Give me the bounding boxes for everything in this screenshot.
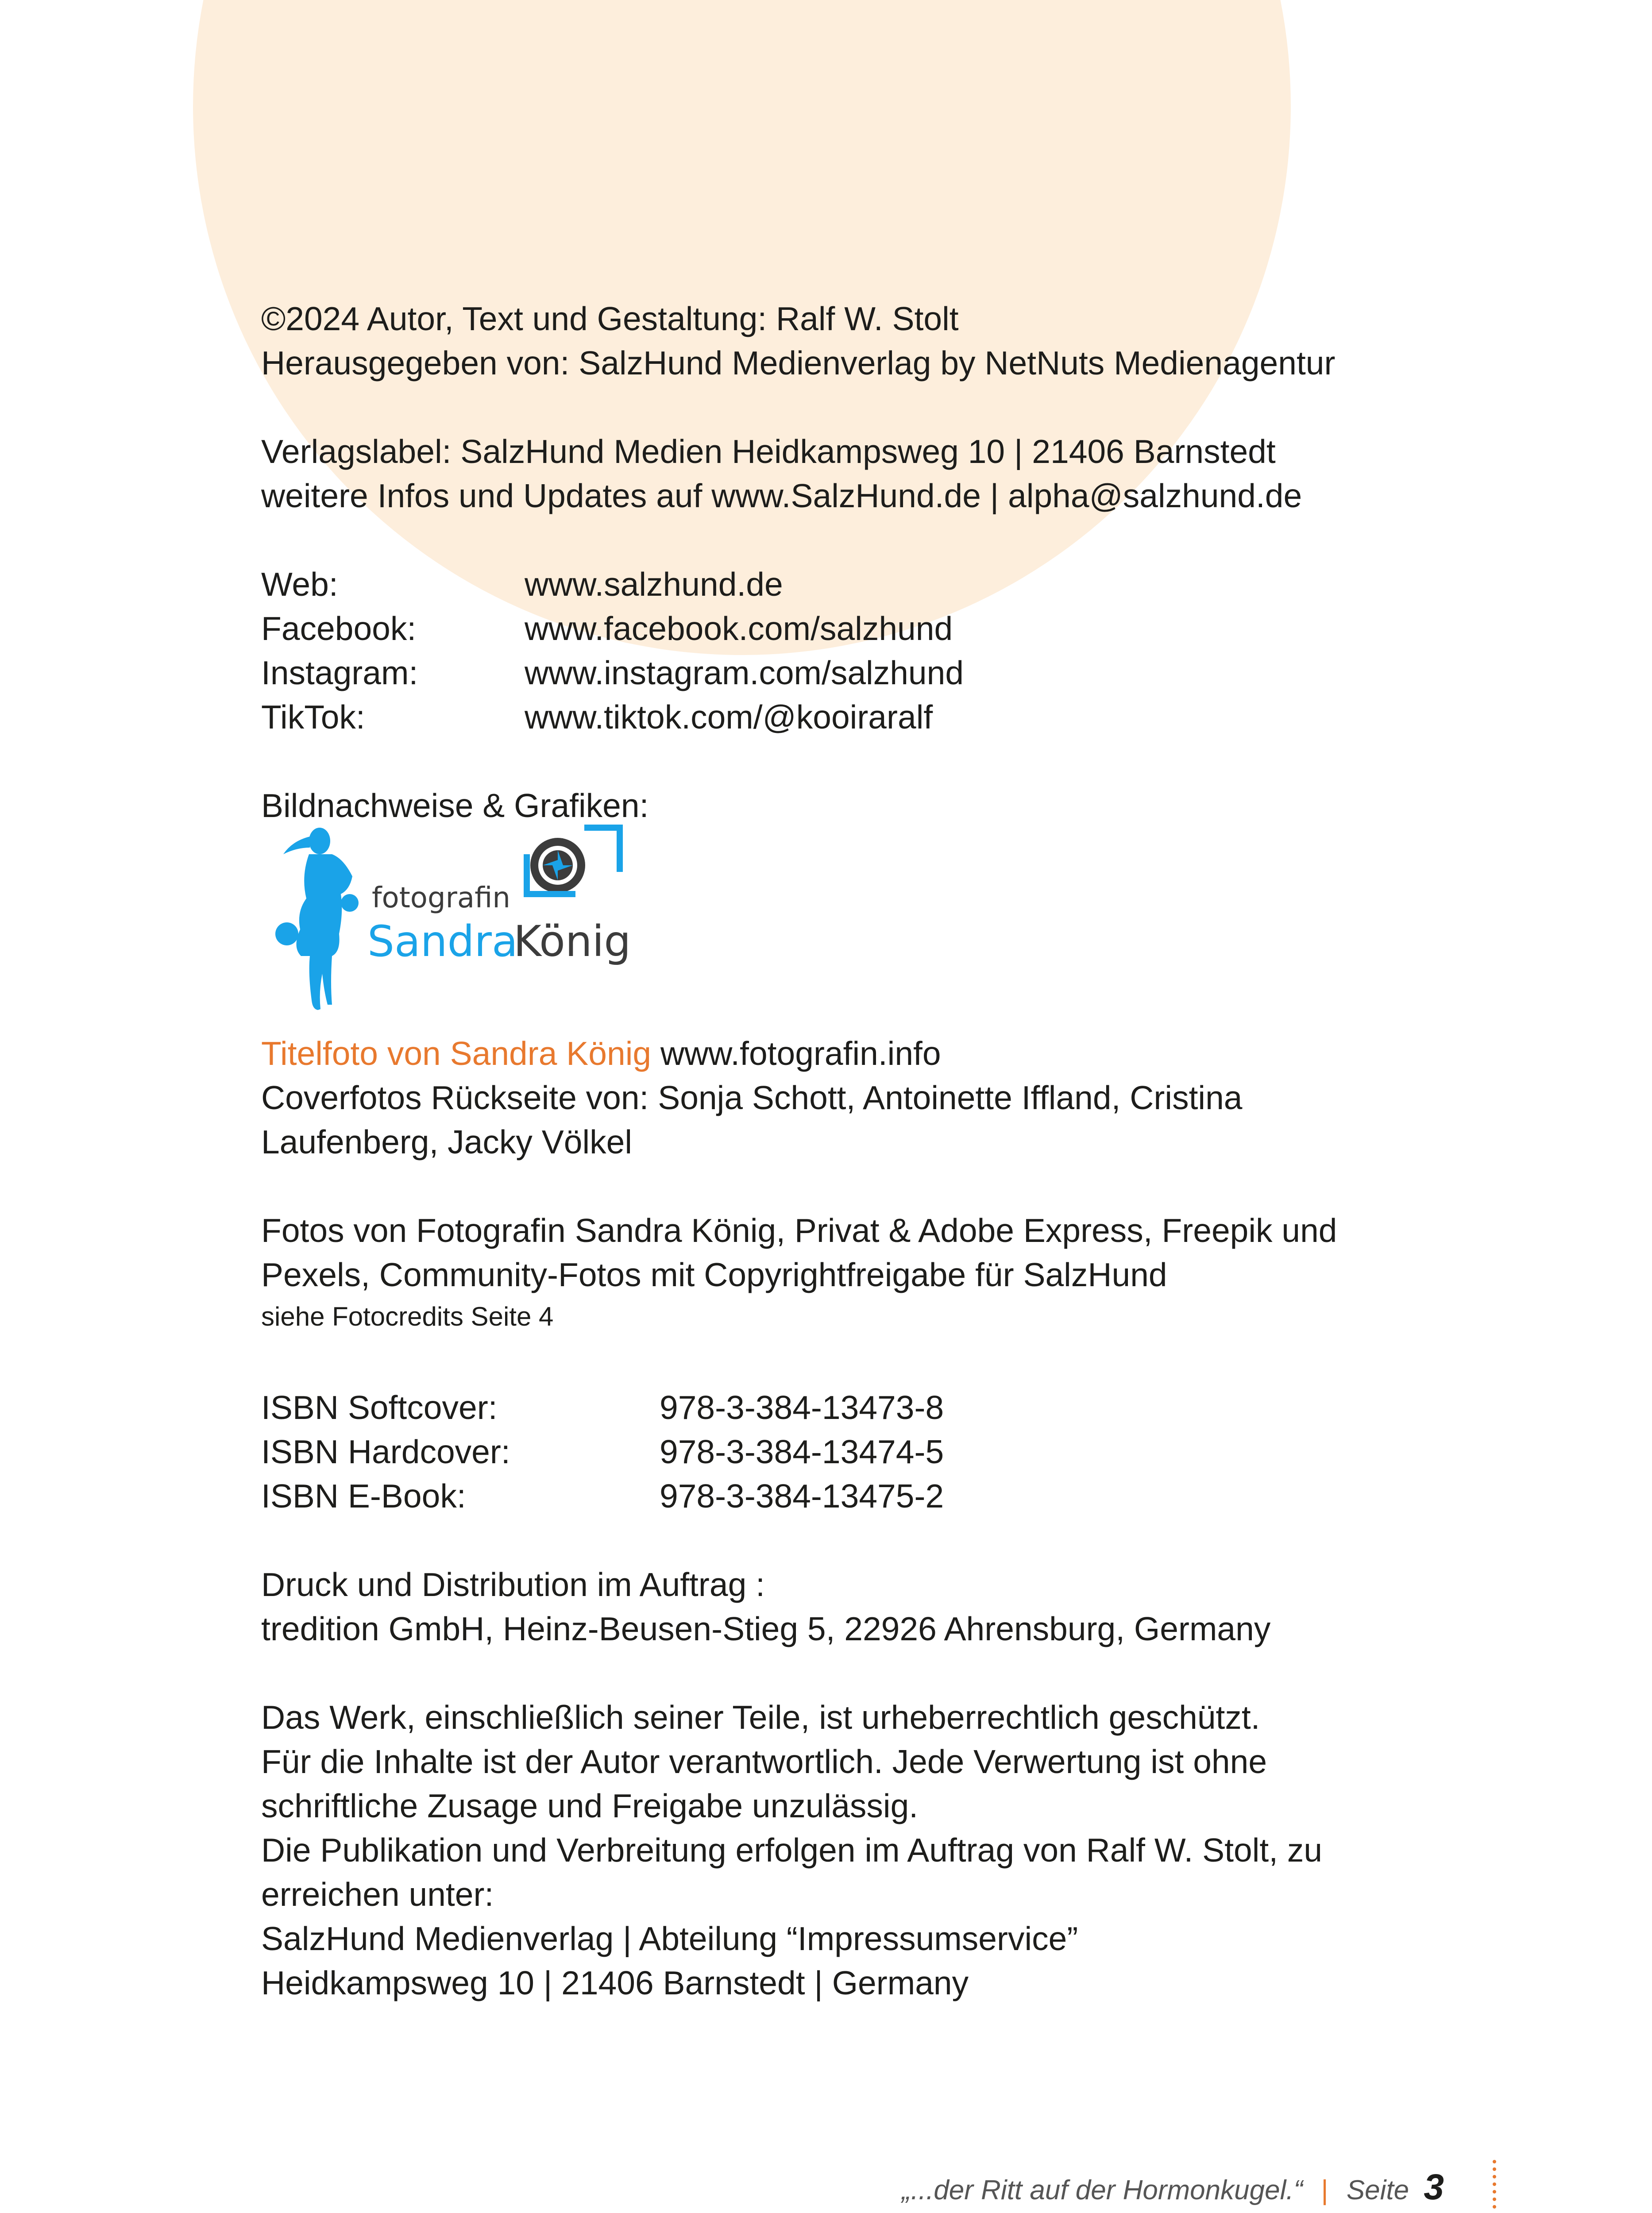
legal-line: Das Werk, einschließlich seiner Teile, ist urheberrechtlich geschützt. — [261, 1699, 1260, 1736]
logo-first-name: Sandra — [367, 917, 518, 966]
dotted-marker — [1493, 2160, 1501, 2209]
isbn-label: ISBN E-Book: — [261, 1477, 466, 1515]
copyright-line: ©2024 Autor, Text und Gestaltung: Ralf W. Stolt — [261, 300, 959, 337]
cover-credit-line — [261, 1031, 941, 1076]
credits-heading: Bildnachweise & Grafiken: — [261, 787, 649, 824]
link-value[interactable]: www.instagram.com/salzhund — [525, 654, 964, 691]
isbn-label: ISBN Softcover: — [261, 1389, 498, 1426]
page-footer — [902, 2167, 1444, 2208]
back-credit-line-2: Laufenberg, Jacky Völkel — [261, 1123, 633, 1160]
cover-credit-url[interactable]: www.fotografin.info — [660, 1035, 941, 1072]
photos-line-2: Pexels, Community-Fotos mit Copyrightfreigabe für SalzHund — [261, 1256, 1167, 1293]
publisher-line: Herausgegeben von: SalzHund Medienverlag by NetNuts Medienagentur — [261, 344, 1335, 382]
photos-note: siehe Fotocredits Seite 4 — [261, 1302, 554, 1331]
back-credit-line-1: Coverfotos Rückseite von: Sonja Schott, Antoinette Iffland, Cristina — [261, 1079, 1243, 1116]
updates-line: weitere Infos und Updates auf www.SalzHund.de | alpha@salzhund.de — [261, 477, 1302, 514]
print-line-2: tredition GmbH, Heinz-Beusen-Stieg 5, 22926 Ahrensburg, Germany — [261, 1610, 1271, 1647]
isbn-row — [261, 1385, 944, 1430]
legal-line: SalzHund Medienverlag | Abteilung “Impressumservice” — [261, 1920, 1078, 1957]
photos-line-1: Fotos von Fotografin Sandra König, Privat & Adobe Express, Freepik und — [261, 1212, 1337, 1249]
isbn-row — [261, 1430, 944, 1474]
isbn-value: 978-3-384-13473-8 — [660, 1389, 944, 1426]
legal-line: Für die Inhalte ist der Autor verantwortlich. Jede Verwertung ist ohne — [261, 1743, 1267, 1780]
link-row — [261, 562, 783, 606]
woman-silhouette-icon — [275, 828, 359, 1010]
page-number: 3 — [1424, 2167, 1444, 2207]
isbn-label: ISBN Hardcover: — [261, 1433, 510, 1470]
logo-last-name: König — [513, 917, 631, 966]
link-row — [261, 695, 933, 739]
link-value[interactable]: www.facebook.com/salzhund — [525, 610, 953, 647]
legal-line: Die Publikation und Verbreitung erfolgen im Auftrag von Ralf W. Stolt, zu — [261, 1831, 1323, 1869]
link-label: TikTok: — [261, 698, 365, 736]
link-row — [261, 651, 964, 695]
isbn-row — [261, 1474, 944, 1518]
camera-aperture-icon — [527, 828, 620, 894]
photographer-logo — [266, 823, 646, 1018]
book-title: „...der Ritt auf der Hormonkugel.“ — [902, 2175, 1303, 2205]
legal-line: schriftliche Zusage und Freigabe unzulässig. — [261, 1787, 919, 1824]
legal-line: erreichen unter: — [261, 1876, 494, 1913]
logo-top-text: fotografin — [372, 882, 510, 914]
legal-line: Heidkampsweg 10 | 21406 Barnstedt | Germany — [261, 1964, 969, 2001]
isbn-value: 978-3-384-13474-5 — [660, 1433, 944, 1470]
isbn-value: 978-3-384-13475-2 — [660, 1477, 944, 1515]
link-label: Facebook: — [261, 610, 417, 647]
link-label: Instagram: — [261, 654, 418, 691]
link-value[interactable]: www.tiktok.com/@kooiraralf — [525, 698, 933, 736]
footer-separator: | — [1321, 2175, 1328, 2205]
page-label: Seite — [1346, 2175, 1409, 2205]
link-label: Web: — [261, 566, 338, 603]
cover-credit-highlight: Titelfoto von Sandra König — [261, 1035, 652, 1072]
link-value[interactable]: www.salzhund.de — [525, 566, 783, 603]
print-line-1: Druck und Distribution im Auftrag : — [261, 1566, 765, 1603]
link-row — [261, 606, 953, 651]
label-line: Verlagslabel: SalzHund Medien Heidkampsweg 10 | 21406 Barnstedt — [261, 433, 1276, 470]
